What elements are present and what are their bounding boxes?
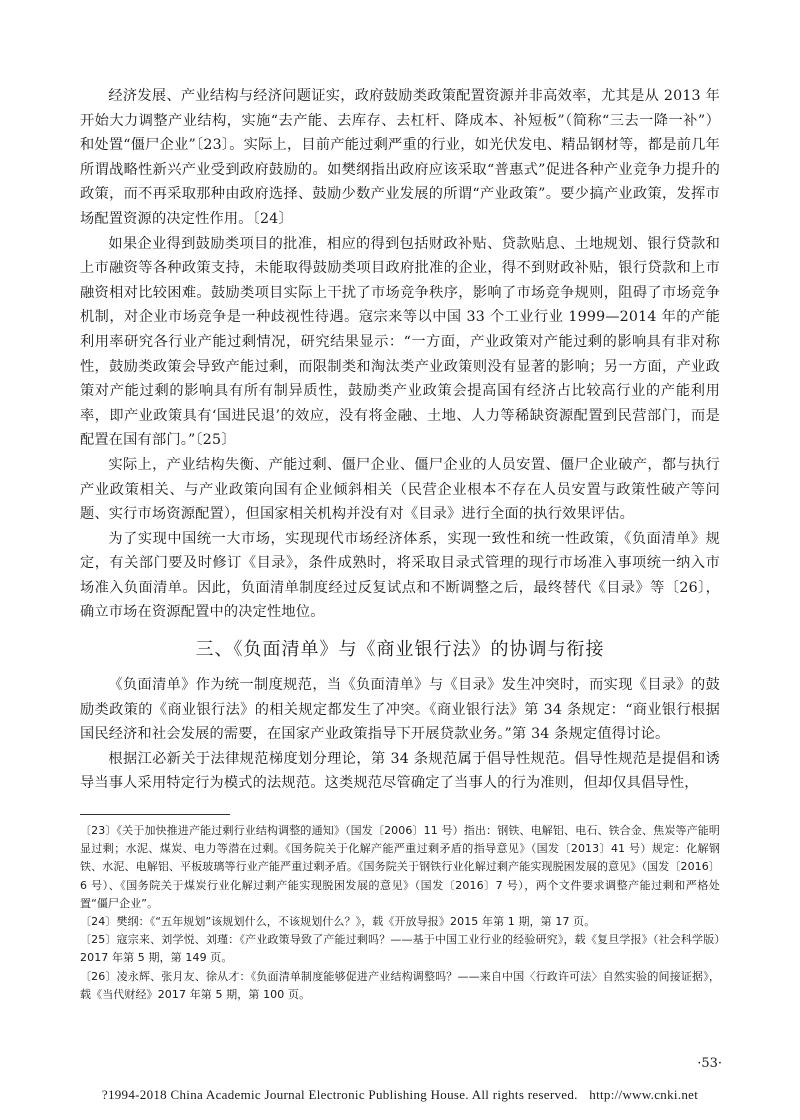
paragraph: 实际上，产业结构失衡、产能过剩、僵尸企业、僵尸企业的人员安置、僵尸企业破产，都与执行产业政策相关、与产业政策向国有企业倾斜相关（民营企业根本不存在人员安置与政策性破产等问题、实行市场资源配置），但国家相关机构并没有对《目录》进行全面的执行效果评估。 [80, 456, 720, 523]
body-text [80, 84, 720, 796]
paragraph: 《负面清单》作为统一制度规范，当《负面清单》与《目录》发生冲突时，而实现《目录》的鼓励类政策的《商业银行法》的相关规定都发生了冲突。《商业银行法》第 34 条规定：“商业银行根据国民经济和社会发展的需要，在国家产业政策指导下开展贷款业务。”第 34 条规定值得讨论。 [80, 677, 720, 743]
paragraph: 经济发展、产业结构与经济问题证实，政府鼓励类政策配置资源并非高效率，尤其是从 2013 年开始大力调整产业结构，实施“去产能、去库存、去杠杆、降成本、补短板”（简称“三去一降一补”）和处置“僵尸企业”〔23〕。实际上，目前产能过剩严重的行业，如光伏发电、精品钢材等，都是前几年所谓战略性新兴产业受到政府鼓励的。如樊纲指出政府应该采取“普惠式”促进各种产业竞争力提升的政策，而不再采取那种由政府选择、鼓励少数产业发展的所谓“产业政策”。要少搞产业政策，发挥市场配置资源的决定性作用。〔24〕 [80, 88, 720, 227]
page-footer [0, 1087, 800, 1103]
footer-url: http://www.cnki.net [589, 1087, 699, 1102]
footnote: 〔26〕凌永辉、张月友、徐从才：《负面清单制度能够促进产业结构调整吗？——来自中国〈行政许可法〉自然实验的间接证据》，载《当代财经》2017 年第 5 期，第 100 页。 [80, 969, 720, 1001]
paragraph: 如果企业得到鼓励类项目的批准，相应的得到包括财政补贴、贷款贴息、土地规划、银行贷款和上市融资等各种政策支持，未能取得鼓励类项目政府批准的企业，得不到财政补贴，银行贷款和上市融资相对比较困难。鼓励类项目实际上干扰了市场竞争秩序，影响了市场竞争规则，阻碍了市场竞争机制，对企业市场竞争是一种歧视性待遇。寇宗来等以中国 33 个工业行业 1999—2014 年的产能利用率研究各行业产能过剩情况，研究结果显示：“一方面，产业政策对产能过剩的影响具有非对称性，鼓励类政策会导致产能过剩，而限制类和淘汰类产业政策则没有显著的影响；另一方面，产业政策对产能过剩的影响具有所有制异质性，鼓励类产业政策会提高国有经济占比较高行业的产能利用率，即产业政策具有‘国进民退’的效应，没有将金融、土地、人力等稀缺资源配置到民营部门，而是配置在国有部门。”〔25〕 [80, 235, 720, 449]
copyright-text: ?1994-2018 China Academic Journal Electronic Publishing House. All rights reserved. [101, 1087, 578, 1102]
footnote-divider [80, 814, 230, 815]
paragraph: 为了实现中国统一大市场，实现现代市场经济体系，实现一致性和统一性政策，《负面清单》规定，有关部门要及时修订《目录》，条件成熟时，将采取目录式管理的现行市场准入事项统一纳入市场准入负面清单。因此，负面清单制度经过反复试点和不断调整之后，最终替代《目录》等〔26〕，确立市场在资源配置中的决定性地位。 [80, 530, 720, 621]
footnote: 〔23〕《关于加快推进产能过剩行业结构调整的通知》（国发〔2006〕11 号）指出：钢铁、电解铝、电石、铁合金、焦炭等产能明显过剩；水泥、煤炭、电力等潜在过剩。《国务院关于化解产能严重过剩矛盾的指导意见》（国发〔2013〕41 号）规定：化解钢铁、水泥、电解铝、平板玻璃等行业产能严重过剩矛盾。《国务院关于钢铁行业化解过剩产能实现脱困发展的意见》（国发〔2016〕6 号）、《国务院关于煤炭行业化解过剩产能实现脱困发展的意见》（国发〔2016〕7 号），两个文件要求调整产能过剩和严格处置“僵尸企业”。 [80, 824, 720, 910]
footnote: 〔24〕樊纲：《“五年规划”该规划什么，不该规划什么？》，载《开放导报》2015 年第 1 期，第 17 页。 [80, 915, 596, 929]
paragraph: 根据江必新关于法律规范梯度划分理论，第 34 条规范属于倡导性规范。倡导性规范是提倡和诱导当事人采用特定行为模式的法规范。这类规范尽管确定了当事人的行为准则，但却仅具倡导性， [80, 750, 720, 792]
section-heading: 三、《负面清单》与《商业银行法》的协调与衔接 [195, 639, 605, 661]
footnotes [80, 822, 720, 1004]
footnote: 〔25〕寇宗来、刘学悦、刘瑾：《产业政策导致了产能过剩吗？——基于中国工业行业的经验研究》，载《复旦学报》（社会科学版）2017 年第 5 期，第 149 页。 [80, 933, 720, 965]
page-number: ·53· [697, 1056, 722, 1071]
